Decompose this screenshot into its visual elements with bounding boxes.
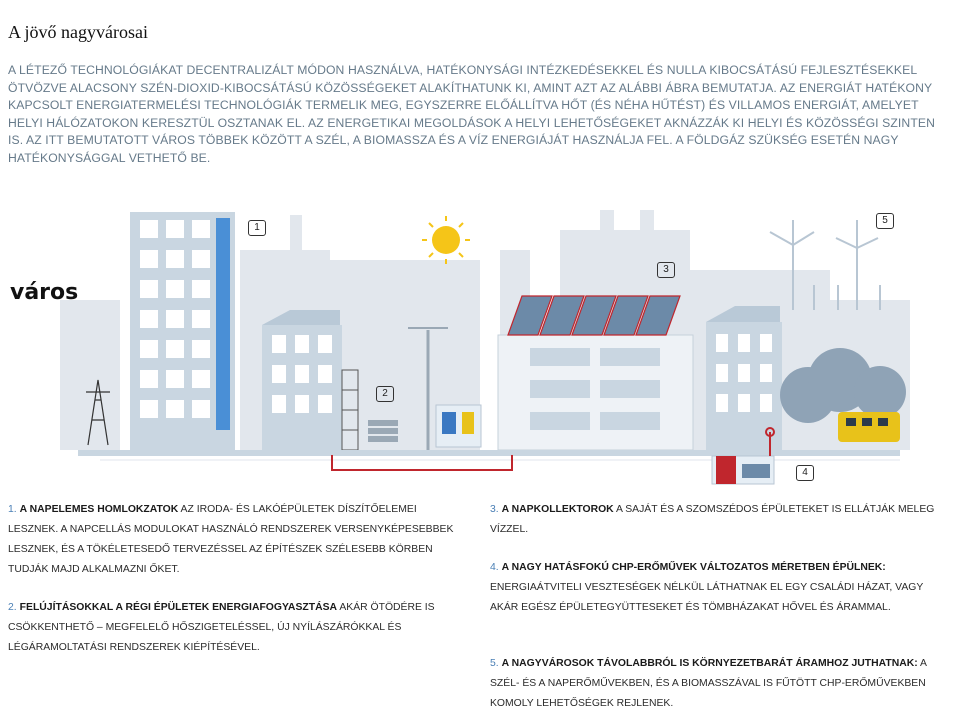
note-4 (490, 558, 940, 618)
kiosk (436, 405, 481, 447)
note-text: A SZÉL- ÉS A NAPERŐMŰVEKBEN, ÉS A BIOMASSZÁVAL IS FŰTÖTT CHP-ERŐMŰVEKBEN KOMOLY LEHETŐSÉGEK REJLENEK. (490, 658, 927, 709)
note-number: 2. (8, 602, 17, 613)
note-lead: A NAPELEMES HOMLOKZATOK (19, 504, 179, 515)
solar-facade-tower (130, 212, 235, 452)
page-title: A jövő nagyvárosai (8, 22, 148, 42)
note-lead: A NAGY HATÁSFOKÚ CHP-ERŐMŰVEK VÁLTOZATOS MÉRETBEN ÉPÜLNEK: (501, 562, 886, 573)
note-number: 5. (490, 658, 499, 669)
note-text: AZ IRODA- ÉS LAKÓÉPÜLETEK DÍSZÍTŐELEMEI LESZNEK. A NAPCELLÁS MODULOKAT HASZNÁLÓ RENDSZEREK VERSENYKÉPESEBBEK LESZNEK, ÉS A TÖKÉLETESEDŐ TERVEZÉSSEL AZ ÉPÍTÉSZEK SZÉLESEBB KÖRBEN TUDJÁK MAJD ALKALMAZNI ŐKET. (8, 504, 454, 575)
note-lead: A NAGYVÁROSOK TÁVOLABBRÓL IS KÖRNYEZETBARÁT ÁRAMHOZ JUTHATNAK: (501, 658, 918, 669)
note-number: 3. (490, 504, 499, 515)
note-number: 4. (490, 562, 499, 573)
callout-2: 2 (376, 386, 394, 402)
city-label: város (10, 280, 79, 305)
callout-4: 4 (796, 465, 814, 481)
solar-panel-strip (216, 218, 230, 430)
intro-text: A LÉTEZŐ TECHNOLÓGIÁKAT DECENTRALIZÁLT MÓDON HASZNÁLVA, HATÉKONYSÁGI INTÉZKEDÉSEKKEL ÉS NULLA KIBOCSÁTÁSÚ FEJLESZTÉSEKKEL ÖTVÖZVE ALACSONY SZÉN-DIOXID-KIBOCSÁTÁSÚ KÖZÖSSÉGEKET ALAKÍTHATUNK KI, AMINT AZT AZ ALÁBBI ÁBRA BEMUTATJA. AZ ENERGIÁT HATÉKONY KAPCSOLT ENERGIATERMELÉSI TECHNOLÓGIÁK TERMELIK MEG, EGYSZERRE ELŐÁLLÍTVA HŐT (ÉS NÉHA HŰTÉST) ÉS VILLAMOS ENERGIÁT, AMELYET HELYI HÁLÓZATOKON KERESZTÜL OSZTANAK EL. AZ ENERGETIKAI MEGOLDÁSOK A HELYI LEHETŐSÉGEKET AKNÁZZÁK KI HELYI ÉS KÖZÖSSÉGI SZINTEN IS. AZ ITT BEMUTATOTT VÁROS TÖBBEK KÖZÖTT A SZÉL, A BIOMASSZA ÉS A VÍZ ENERGIÁJÁT HASZNÁLJA FEL. A FÖLDGÁZ SZÜKSÉG ESETÉN NAGY HATÉKONYSÁGGAL VETHETŐ BE. (8, 63, 935, 165)
train (838, 412, 900, 442)
insulation-stack (368, 420, 398, 442)
heat-pipe (332, 455, 512, 470)
note-1 (8, 500, 468, 580)
collector-building (498, 296, 693, 450)
note-5 (490, 654, 940, 714)
solar-collectors (508, 296, 680, 335)
note-lead: FELÚJÍTÁSOKKAL A RÉGI ÉPÜLETEK ENERGIAFOGYASZTÁSA (19, 602, 338, 613)
note-2 (8, 598, 468, 658)
sun-icon (422, 216, 470, 264)
note-text: AKÁR ÖTÖDÉRE IS CSÖKKENTHETŐ – MEGFELELŐ HŐSZIGETELÉSSEL, ÚJ NYÍLÁSZÁRÓKKAL ÉS LÉGÁRAMOLTATÁSI RENDSZEREK KIÉPÍTÉSÉVEL. (8, 602, 435, 653)
note-number: 1. (8, 504, 17, 515)
note-3 (490, 500, 940, 540)
callout-5: 5 (876, 213, 894, 229)
note-lead: A NAPKOLLEKTOROK (501, 504, 614, 515)
ground (78, 450, 900, 460)
callout-1: 1 (248, 220, 266, 236)
note-text: ENERGIAÁTVITELI VESZTESÉGEK NÉLKÜL LÁTHATNAK EL EGY CSALÁDI HÁZAT, VAGY AKÁR EGÉSZ ÉPÜLETEGYÜTTESEKET ÉS TÖMBHÁZAKAT HŐVEL ÉS ÁRAMMAL. (490, 582, 924, 613)
note-text: A SAJÁT ÉS A SZOMSZÉDOS ÉPÜLETEKET IS ELLÁTJÁK MELEG VÍZZEL. (490, 504, 935, 535)
callout-3: 3 (657, 262, 675, 278)
